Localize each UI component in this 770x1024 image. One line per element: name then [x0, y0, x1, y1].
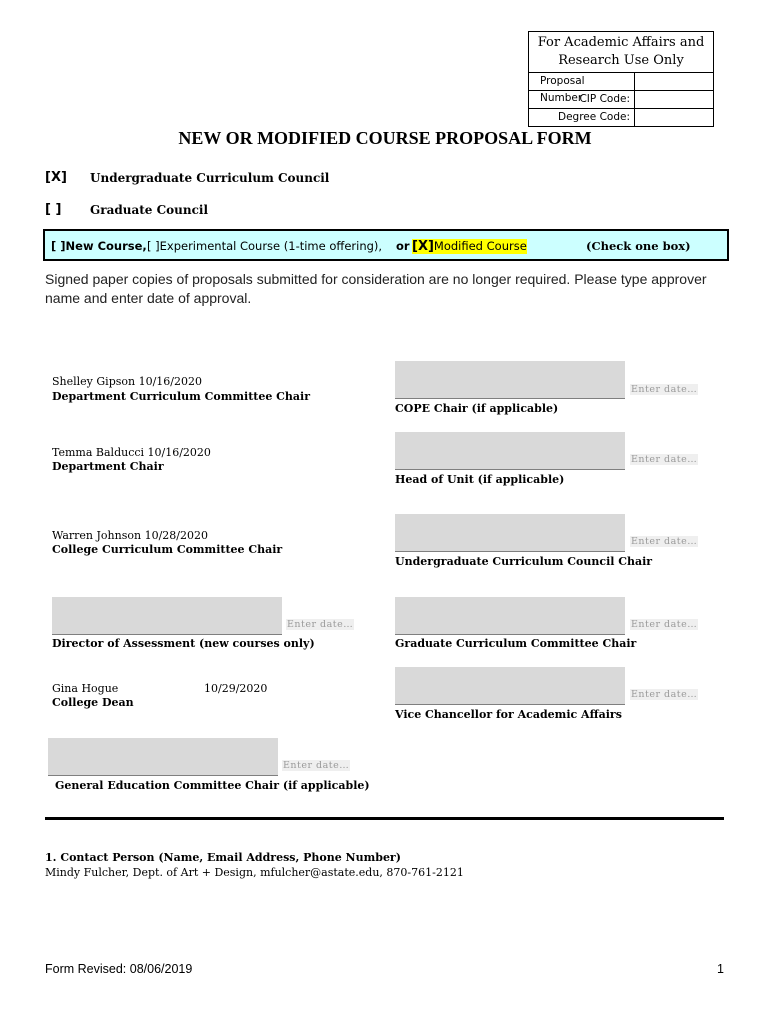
proposal-number-label: Proposal Number [529, 73, 635, 90]
use-box-heading: For Academic Affairs and Research Use Only [529, 32, 713, 73]
dept-chair-title: Department Chair [52, 460, 164, 473]
cip-code-label: CIP Code: [529, 91, 635, 108]
contact-person-value[interactable]: Mindy Fulcher, Dept. of Art + Design, mfulcher@astate.edu, 870-761-2121 [45, 866, 464, 879]
modified-course-checkbox[interactable]: [X]Modified Course [412, 239, 527, 254]
ucc-chair-signature-field[interactable] [395, 514, 625, 552]
college-dean-date[interactable]: 10/29/2020 [204, 682, 268, 695]
experimental-course-checkbox[interactable]: [ ]Experimental Course (1-time offering), [147, 239, 383, 253]
grad-curriculum-chair-date[interactable]: Enter date… [631, 619, 698, 630]
grad-curriculum-chair-signature-field[interactable] [395, 597, 625, 635]
assessment-director-signature-field[interactable] [52, 597, 282, 635]
vice-chancellor-date[interactable]: Enter date… [631, 689, 698, 700]
college-curriculum-chair-name[interactable]: Warren Johnson 10/28/2020 [52, 529, 208, 542]
cope-chair-date[interactable]: Enter date… [631, 384, 698, 395]
degree-code-row [529, 108, 713, 126]
head-of-unit-title: Head of Unit (if applicable) [395, 473, 565, 486]
college-curriculum-chair-title: College Curriculum Committee Chair [52, 543, 283, 556]
ucc-chair-title: Undergraduate Curriculum Council Chair [395, 555, 653, 568]
grad-curriculum-chair-title: Graduate Curriculum Committee Chair [395, 637, 637, 650]
gen-ed-chair-date[interactable]: Enter date… [283, 760, 350, 771]
cope-chair-signature-field[interactable] [395, 361, 625, 399]
dept-curriculum-chair-title: Department Curriculum Committee Chair [52, 390, 311, 403]
degree-code-field[interactable] [635, 109, 713, 126]
course-type-box [43, 229, 729, 261]
form-title: NEW OR MODIFIED COURSE PROPOSAL FORM [178, 128, 592, 148]
head-of-unit-date[interactable]: Enter date… [631, 454, 698, 465]
check-one-instruction: (Check one box) [586, 239, 691, 253]
graduate-council-checkbox[interactable]: [ ] [45, 202, 62, 217]
dept-chair-name[interactable]: Temma Balducci 10/16/2020 [52, 446, 211, 459]
undergrad-council-checkbox[interactable]: [X] [45, 170, 67, 185]
ucc-chair-date[interactable]: Enter date… [631, 536, 698, 547]
undergrad-council-label: Undergraduate Curriculum Council [90, 171, 330, 185]
gen-ed-chair-signature-field[interactable] [48, 738, 278, 776]
section-divider [45, 817, 724, 820]
modified-course-label: Modified Course [433, 239, 527, 253]
academic-affairs-use-box [528, 31, 714, 127]
college-dean-name[interactable]: Gina Hogue [52, 682, 119, 695]
cip-code-row [529, 90, 713, 108]
proposal-number-field[interactable] [635, 73, 713, 90]
degree-code-label: Degree Code: [529, 109, 635, 126]
head-of-unit-signature-field[interactable] [395, 432, 625, 470]
or-text: or [396, 239, 410, 253]
approval-notice: Signed paper copies of proposals submitted for consideration are no longer required. Please type approver name and enter date of approval. [45, 271, 707, 306]
assessment-director-title: Director of Assessment (new courses only) [52, 637, 315, 650]
assessment-director-date[interactable]: Enter date… [287, 619, 354, 630]
page-number: 1 [717, 962, 724, 976]
vice-chancellor-title: Vice Chancellor for Academic Affairs [395, 708, 622, 721]
new-course-checkbox[interactable]: [ ]New Course, [51, 239, 147, 253]
gen-ed-chair-title: General Education Committee Chair (if applicable) [55, 779, 370, 792]
vice-chancellor-signature-field[interactable] [395, 667, 625, 705]
dept-curriculum-chair-name[interactable]: Shelley Gipson 10/16/2020 [52, 375, 202, 388]
college-dean-title: College Dean [52, 696, 134, 709]
form-revised-date: Form Revised: 08/06/2019 [45, 962, 193, 976]
contact-person-heading: 1. Contact Person (Name, Email Address, Phone Number) [45, 851, 401, 864]
cip-code-field[interactable] [635, 91, 713, 108]
cope-chair-title: COPE Chair (if applicable) [395, 402, 559, 415]
graduate-council-label: Graduate Council [90, 203, 209, 217]
